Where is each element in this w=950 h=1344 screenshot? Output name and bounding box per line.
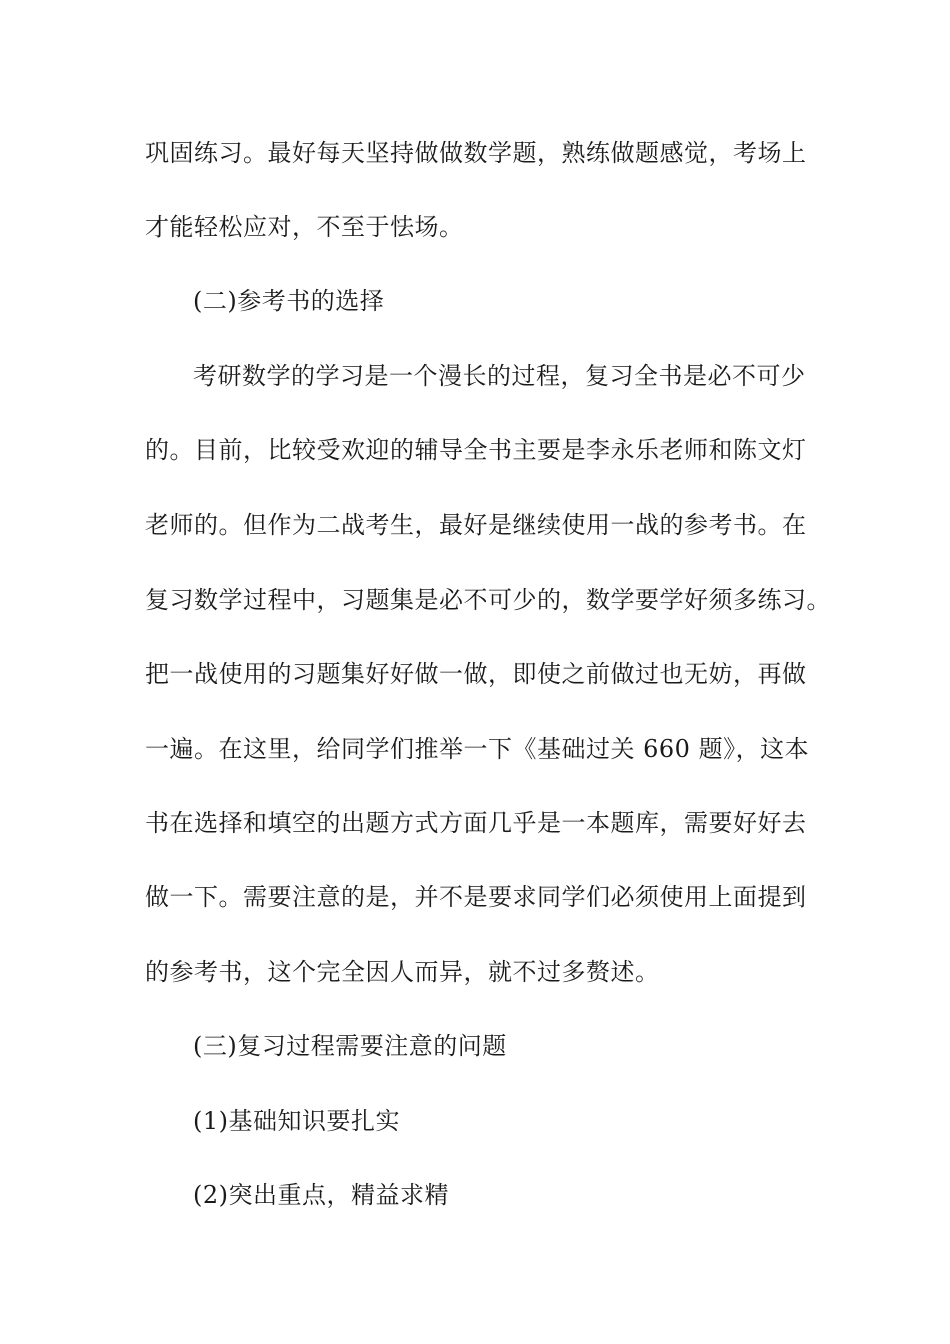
paragraph-line: 的。目前，比较受欢迎的辅导全书主要是李永乐老师和陈文灯 xyxy=(145,436,807,464)
paragraph-line: 一遍。在这里，给同学们推举一下《基础过关 660 题》，这本 xyxy=(145,735,810,763)
paragraph-line: 复习数学过程中，习题集是必不可少的，数学要学好须多练习。 xyxy=(145,586,831,614)
paragraph-line: 巩固练习。最好每天坚持做做数学题，熟练做题感觉，考场上 xyxy=(145,139,807,167)
list-item: (1)基础知识要扎实 xyxy=(193,1107,400,1135)
paragraph-line: 做一下。需要注意的是，并不是要求同学们必须使用上面提到 xyxy=(145,883,807,911)
paragraph-line: 老师的。但作为二战考生，最好是继续使用一战的参考书。在 xyxy=(145,511,807,539)
section-heading: (三)复习过程需要注意的问题 xyxy=(193,1032,507,1060)
paragraph-line: 才能轻松应对，不至于怯场。 xyxy=(145,213,464,241)
paragraph-line: 把一战使用的习题集好好做一做，即使之前做过也无妨，再做 xyxy=(145,660,807,688)
paragraph-line: 书在选择和填空的出题方式方面几乎是一本题库，需要好好去 xyxy=(145,809,807,837)
paragraph-line: 的参考书，这个完全因人而异，就不过多赘述。 xyxy=(145,958,660,986)
paragraph-line: 考研数学的学习是一个漫长的过程，复习全书是必不可少 xyxy=(193,362,806,390)
section-heading: (二)参考书的选择 xyxy=(193,287,385,315)
list-item: (2)突出重点，精益求精 xyxy=(193,1181,449,1209)
